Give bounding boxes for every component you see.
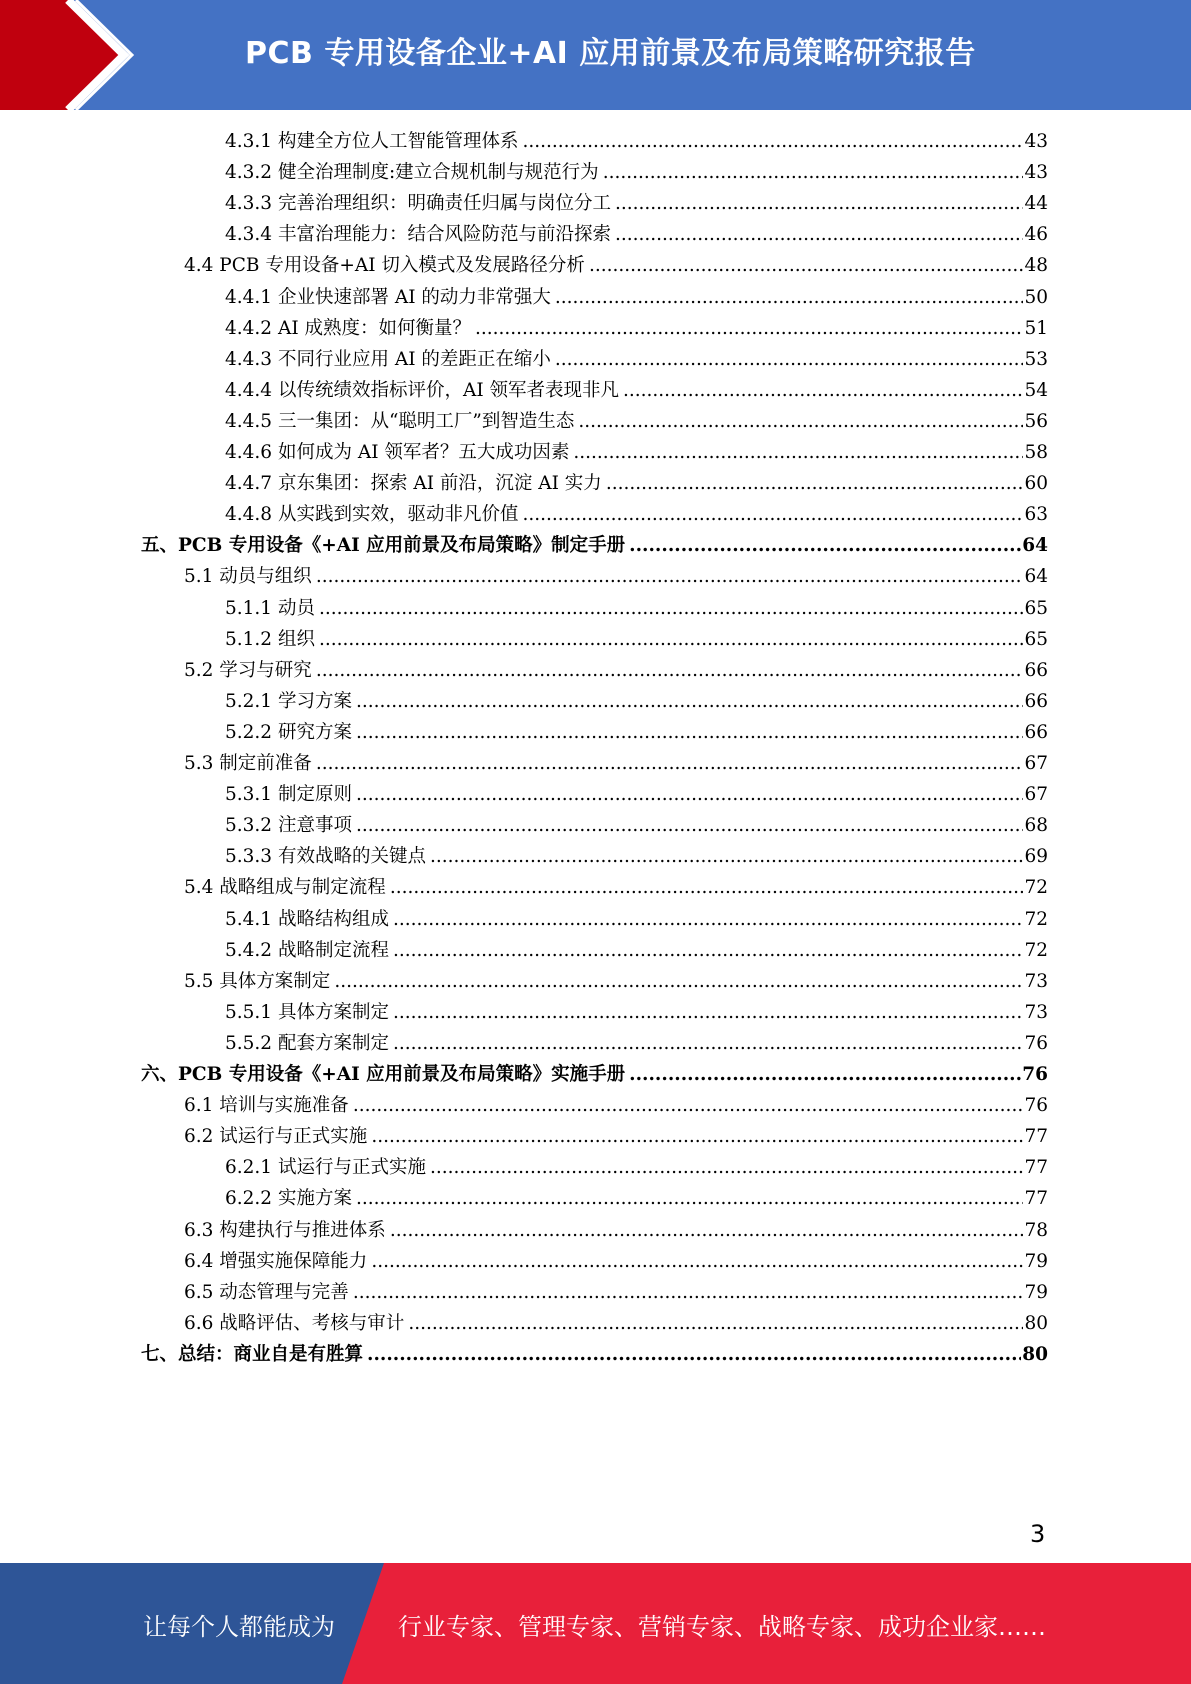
- page-header: [0, 0, 1191, 110]
- toc-entry-title: 七、总结：商业自是有胜算: [141, 1343, 364, 1365]
- toc-dot-leader: [475, 313, 1023, 344]
- toc-dot-leader: [522, 126, 1023, 157]
- toc-entry[interactable]: [225, 468, 1048, 499]
- toc-entry-page: 60: [1024, 473, 1048, 495]
- toc-entry[interactable]: [225, 499, 1048, 530]
- toc-entry-page: 79: [1024, 1281, 1048, 1303]
- toc-dot-leader: [356, 717, 1024, 748]
- toc-entry-title: 4.3.2 健全治理制度:建立合规机制与规范行为: [225, 162, 599, 184]
- toc-entry-title: 5.3.3 有效战略的关键点: [225, 846, 426, 868]
- toc-entry-page: 63: [1024, 504, 1048, 526]
- toc-entry[interactable]: [225, 624, 1048, 655]
- toc-entry[interactable]: [225, 188, 1048, 219]
- toc-entry[interactable]: [225, 841, 1048, 872]
- toc-dot-leader: [629, 530, 1021, 561]
- toc-entry[interactable]: [184, 655, 1048, 686]
- toc-entry-page: 66: [1024, 721, 1048, 743]
- toc-entry-page: 48: [1024, 255, 1048, 277]
- toc-entry[interactable]: [225, 375, 1048, 406]
- toc-entry[interactable]: [141, 1339, 1048, 1370]
- toc-entry[interactable]: [225, 1183, 1048, 1214]
- toc-entry-title: 5.3.1 制定原则: [225, 784, 352, 806]
- toc-dot-leader: [316, 561, 1024, 592]
- toc-dot-leader: [408, 1308, 1023, 1339]
- toc-entry[interactable]: [225, 282, 1048, 313]
- toc-entry-page: 72: [1024, 908, 1048, 930]
- footer-slogan-right: 行业专家、管理专家、营销专家、战略专家、成功企业家……: [398, 1613, 1046, 1641]
- toc-entry-page: 78: [1024, 1219, 1048, 1241]
- toc-entry-title: 5.1.2 组织: [225, 628, 315, 650]
- toc-entry[interactable]: [184, 1277, 1048, 1308]
- toc-entry-title: 4.4 PCB 专用设备+AI 切入模式及发展路径分析: [184, 255, 585, 277]
- toc-entry-page: 66: [1024, 659, 1048, 681]
- toc-entry-title: 5.4.2 战略制定流程: [225, 939, 389, 961]
- toc-entry-title: 4.4.7 京东集团：探索 AI 前沿，沉淀 AI 实力: [225, 473, 602, 495]
- toc-entry-title: 5.2.1 学习方案: [225, 690, 352, 712]
- toc-entry-title: 4.4.6 如何成为 AI 领军者？五大成功因素: [225, 442, 570, 463]
- toc-entry-title: 5.1.1 动员: [225, 597, 315, 619]
- toc-entry[interactable]: [184, 1308, 1048, 1339]
- toc-entry-page: 76: [1024, 1095, 1048, 1117]
- toc-dot-leader: [353, 1277, 1024, 1308]
- toc-dot-leader: [319, 624, 1024, 655]
- toc-entry-page: 51: [1024, 317, 1048, 339]
- toc-entry-title: 六、PCB 专用设备《+AI 应用前景及布局策略》实施手册: [141, 1064, 626, 1085]
- toc-entry-page: 68: [1024, 815, 1048, 837]
- toc-entry-title: 6.2.1 试运行与正式实施: [225, 1157, 426, 1179]
- toc-entry-page: 50: [1024, 286, 1048, 308]
- toc-entry-page: 77: [1024, 1126, 1048, 1148]
- toc-entry[interactable]: [184, 966, 1048, 997]
- toc-entry-page: 65: [1024, 597, 1048, 619]
- toc-entry[interactable]: [225, 997, 1048, 1028]
- toc-dot-leader: [393, 904, 1023, 935]
- toc-dot-leader: [555, 282, 1024, 313]
- toc-entry[interactable]: [184, 561, 1048, 592]
- toc-dot-leader: [356, 779, 1024, 810]
- toc-entry[interactable]: [225, 717, 1048, 748]
- toc-entry[interactable]: [184, 1090, 1048, 1121]
- toc-entry-title: 5.2 学习与研究: [184, 659, 312, 681]
- toc-entry-title: 6.5 动态管理与完善: [184, 1281, 349, 1303]
- toc-dot-leader: [316, 748, 1024, 779]
- toc-entry[interactable]: [225, 1152, 1048, 1183]
- toc-dot-leader: [334, 966, 1023, 997]
- toc-entry[interactable]: [184, 1246, 1048, 1277]
- toc-entry[interactable]: [225, 935, 1048, 966]
- toc-entry-title: 五、PCB 专用设备《+AI 应用前景及布局策略》制定手册: [141, 535, 626, 557]
- toc-entry-title: 4.3.1 构建全方位人工智能管理体系: [225, 131, 519, 152]
- toc-entry[interactable]: [225, 779, 1048, 810]
- toc-entry-page: 43: [1024, 162, 1048, 184]
- toc-entry-title: 6.3 构建执行与推进体系: [184, 1219, 386, 1241]
- toc-dot-leader: [390, 872, 1024, 903]
- toc-entry-title: 5.5.2 配套方案制定: [225, 1032, 389, 1054]
- toc-dot-leader: [390, 1215, 1024, 1246]
- toc-entry-title: 4.4.2 AI 成熟度：如何衡量？: [225, 317, 472, 339]
- toc-entry[interactable]: [184, 1215, 1048, 1246]
- toc-entry-page: 80: [1022, 1343, 1048, 1365]
- toc-entry[interactable]: [225, 126, 1048, 157]
- page-number: 3: [1030, 1520, 1046, 1548]
- toc-entry-title: 6.1 培训与实施准备: [184, 1095, 349, 1117]
- toc-entry-title: 4.4.4 以传统绩效指标评价，AI 领军者表现非凡: [225, 379, 620, 401]
- toc-dot-leader: [319, 593, 1024, 624]
- toc-entry-page: 66: [1024, 690, 1048, 712]
- toc-entry[interactable]: [225, 686, 1048, 717]
- toc-entry-page: 76: [1022, 1064, 1048, 1085]
- toc-entry-page: 72: [1024, 939, 1048, 961]
- toc-dot-leader: [356, 686, 1024, 717]
- toc-entry-page: 79: [1024, 1250, 1048, 1272]
- toc-entry-page: 64: [1022, 535, 1048, 557]
- toc-dot-leader: [393, 1028, 1023, 1059]
- toc-entry-page: 65: [1024, 628, 1048, 650]
- toc-entry-page: 53: [1024, 348, 1048, 370]
- toc-entry[interactable]: [225, 406, 1048, 437]
- toc-entry[interactable]: [225, 437, 1048, 468]
- toc-dot-leader: [393, 997, 1023, 1028]
- toc-entry-title: 5.1 动员与组织: [184, 566, 312, 588]
- toc-dot-leader: [573, 437, 1023, 468]
- toc-dot-leader: [353, 1090, 1024, 1121]
- toc-dot-leader: [603, 157, 1024, 188]
- toc-dot-leader: [578, 406, 1023, 437]
- toc-entry-page: 46: [1024, 224, 1048, 246]
- footer-slogan-left: 让每个人都能成为: [143, 1613, 335, 1641]
- toc-entry-title: 4.3.3 完善治理组织：明确责任归属与岗位分工: [225, 193, 611, 215]
- toc-entry[interactable]: [184, 748, 1048, 779]
- toc-entry-page: 56: [1024, 410, 1048, 432]
- toc-entry-title: 4.4.8 从实践到实效，驱动非凡价值: [225, 504, 519, 526]
- toc-dot-leader: [589, 250, 1024, 281]
- toc-entry-page: 67: [1024, 784, 1048, 806]
- toc-entry-title: 6.2.2 实施方案: [225, 1188, 352, 1210]
- toc-entry-page: 54: [1024, 379, 1048, 401]
- toc-entry-title: 5.5 具体方案制定: [184, 970, 331, 992]
- toc-entry[interactable]: [225, 593, 1048, 624]
- toc-entry-page: 77: [1024, 1188, 1048, 1210]
- toc-entry-title: 6.6 战略评估、考核与审计: [184, 1312, 405, 1334]
- toc-entry[interactable]: [225, 810, 1048, 841]
- toc-entry-page: 44: [1024, 193, 1048, 215]
- toc-entry[interactable]: [225, 904, 1048, 935]
- toc-entry-page: 76: [1024, 1032, 1048, 1054]
- toc-entry-title: 6.4 增强实施保障能力: [184, 1250, 368, 1272]
- toc-entry-page: 73: [1024, 970, 1048, 992]
- toc-entry-title: 6.2 试运行与正式实施: [184, 1126, 368, 1148]
- toc-dot-leader: [615, 188, 1023, 219]
- toc-dot-leader: [371, 1121, 1023, 1152]
- toc-entry-title: 4.3.4 丰富治理能力：结合风险防范与前沿探索: [225, 224, 611, 246]
- toc-entry-page: 69: [1024, 846, 1048, 868]
- toc-entry-page: 73: [1024, 1001, 1048, 1023]
- toc-entry[interactable]: [225, 1028, 1048, 1059]
- toc-dot-leader: [316, 655, 1024, 686]
- toc-entry-title: 5.2.2 研究方案: [225, 721, 352, 743]
- toc-entry-title: 5.4.1 战略结构组成: [225, 908, 389, 930]
- toc-entry-page: 67: [1024, 753, 1048, 774]
- toc-entry[interactable]: [184, 872, 1048, 903]
- toc-dot-leader: [430, 1152, 1023, 1183]
- toc-dot-leader: [371, 1246, 1023, 1277]
- toc-dot-leader: [623, 375, 1023, 406]
- toc-entry-title: 4.4.3 不同行业应用 AI 的差距正在缩小: [225, 348, 551, 370]
- toc-entry[interactable]: [184, 1121, 1048, 1152]
- toc-entry[interactable]: [225, 219, 1048, 250]
- toc-dot-leader: [555, 344, 1024, 375]
- toc-entry[interactable]: [225, 313, 1048, 344]
- toc-dot-leader: [430, 841, 1023, 872]
- document-title: PCB 专用设备企业+AI 应用前景及布局策略研究报告: [245, 36, 976, 71]
- toc-dot-leader: [356, 810, 1024, 841]
- toc-entry[interactable]: [141, 530, 1048, 561]
- toc-dot-leader: [615, 219, 1023, 250]
- toc-entry-title: 4.4.5 三一集团：从“聪明工厂”到智造生态: [225, 410, 575, 432]
- toc-entry-title: 4.4.1 企业快速部署 AI 的动力非常强大: [225, 286, 551, 308]
- toc-entry-page: 58: [1024, 442, 1048, 463]
- toc-entry[interactable]: [225, 344, 1048, 375]
- toc-entry[interactable]: [184, 250, 1048, 281]
- toc-entry-title: 5.3.2 注意事项: [225, 815, 352, 837]
- toc-entry[interactable]: [225, 157, 1048, 188]
- toc-entry[interactable]: [141, 1059, 1048, 1090]
- toc-entry-page: 72: [1024, 877, 1048, 899]
- toc-entry-title: 5.4 战略组成与制定流程: [184, 877, 386, 899]
- toc-entry-page: 43: [1024, 131, 1048, 152]
- toc-dot-leader: [356, 1183, 1024, 1214]
- toc-entry-page: 64: [1024, 566, 1048, 588]
- toc-dot-leader: [629, 1059, 1021, 1090]
- toc-entry-title: 5.3 制定前准备: [184, 753, 312, 774]
- toc-dot-leader: [367, 1339, 1021, 1370]
- page-footer: [0, 1563, 1191, 1684]
- toc-dot-leader: [393, 935, 1023, 966]
- toc-dot-leader: [606, 468, 1024, 499]
- toc-entry-page: 77: [1024, 1157, 1048, 1179]
- toc-entry-page: 80: [1024, 1312, 1048, 1334]
- toc-dot-leader: [522, 499, 1023, 530]
- toc-entry-title: 5.5.1 具体方案制定: [225, 1001, 389, 1023]
